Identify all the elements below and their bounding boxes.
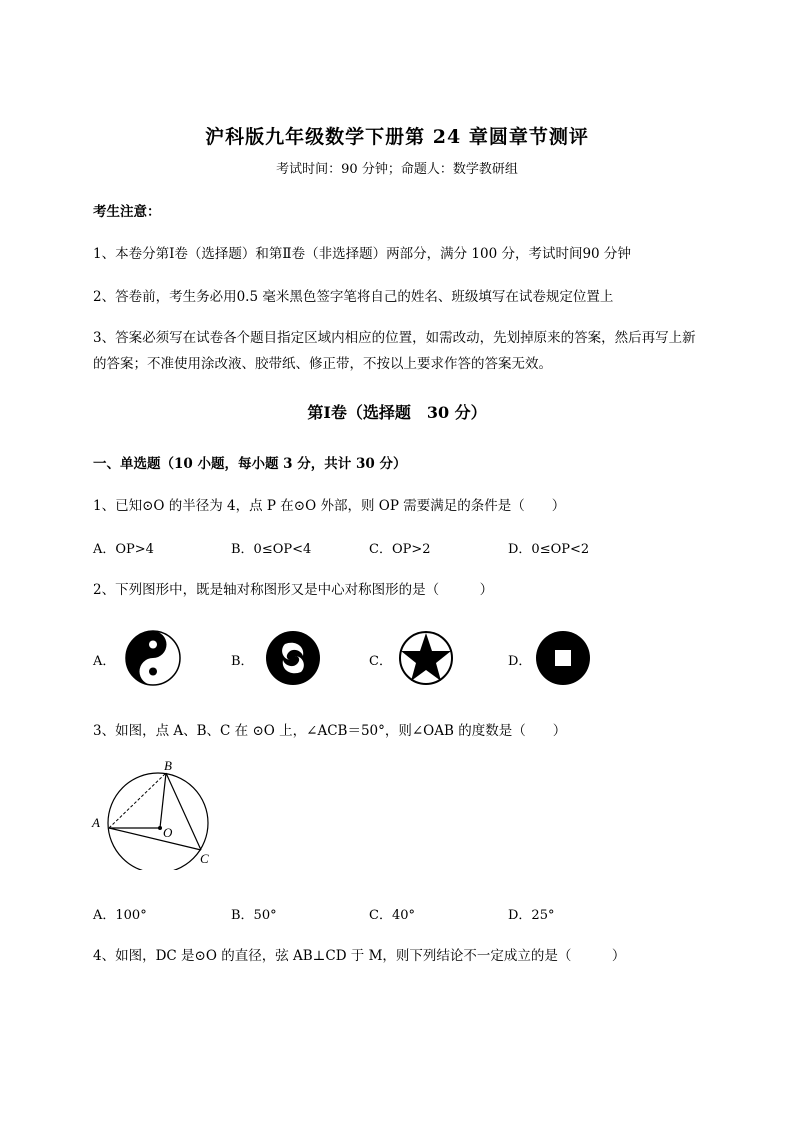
point-c-label: C: [200, 851, 209, 866]
coin-square-icon[interactable]: [535, 630, 591, 686]
circle-geometry-figure: [88, 755, 220, 870]
question-2-option-b[interactable]: B．: [231, 654, 254, 669]
notice-item-3-cont: 的答案；不准使用涂改液、胶带纸、修正带，不按以上要求作答的答案无效。: [93, 356, 552, 372]
notice-item-3: 3、答案必须写在试卷各个题目指定区域内相应的位置，如需改动，先划掉原来的答案，然后再写上新: [93, 330, 696, 346]
exam-info: 考试时间：90 分钟；命题人：数学教研组: [276, 162, 518, 177]
center-o-label: O: [163, 825, 173, 840]
notice-item-1: 1、本卷分第Ⅰ卷（选择题）和第Ⅱ卷（非选择题）两部分，满分 100 分，考试时间90 分钟: [93, 246, 631, 262]
part-heading: 一、单选题（10 小题，每小题 3 分，共计 30 分）: [93, 456, 407, 472]
question-2-text: 2、下列图形中，既是轴对称图形又是中心对称图形的是（ ）: [93, 582, 494, 598]
yin-yang-icon[interactable]: [125, 630, 181, 686]
question-4-text: 4、如图，DC 是⊙O 的直径，弦 AB⊥CD 于 M，则下列结论不一定成立的是（ ）: [93, 948, 626, 964]
notice-item-2: 2、答卷前，考生务必用0.5 毫米黑色签字笔将自己的姓名、班级填写在试卷规定位置上: [93, 289, 614, 305]
question-3-option-b[interactable]: B．50°: [231, 908, 277, 923]
question-3-text: 3、如图，点 A、B、C 在 ⊙O 上，∠ACB＝50°，则∠OAB 的度数是（ ）: [93, 723, 567, 739]
question-1-option-a[interactable]: A．OP>4: [93, 542, 154, 557]
star-circle-icon[interactable]: [398, 630, 454, 686]
point-b-label: B: [164, 758, 172, 773]
question-3-option-c[interactable]: C．40°: [369, 908, 415, 923]
question-1-option-b[interactable]: B．0≤OP<4: [231, 542, 312, 557]
question-2-option-a[interactable]: A．: [93, 654, 116, 669]
question-2-option-d[interactable]: D．: [508, 654, 532, 669]
question-3-option-d[interactable]: D．25°: [508, 908, 555, 923]
question-1-option-c[interactable]: C．OP>2: [369, 542, 431, 557]
point-a-label: A: [92, 815, 100, 830]
page-title: 沪科版九年级数学下册第 24 章圆章节测评: [205, 126, 589, 148]
question-3-option-a[interactable]: A．100°: [93, 908, 147, 923]
swirl-circle-icon[interactable]: [265, 630, 321, 686]
section-title: 第Ⅰ卷（选择题 30 分）: [307, 403, 487, 422]
question-2-option-c[interactable]: C．: [369, 654, 392, 669]
notice-heading: 考生注意：: [93, 204, 161, 220]
question-1-option-d[interactable]: D．0≤OP<2: [508, 542, 590, 557]
question-1-text: 1、已知⊙O 的半径为 4，点 P 在⊙O 外部，则 OP 需要满足的条件是（ ）: [93, 498, 566, 514]
